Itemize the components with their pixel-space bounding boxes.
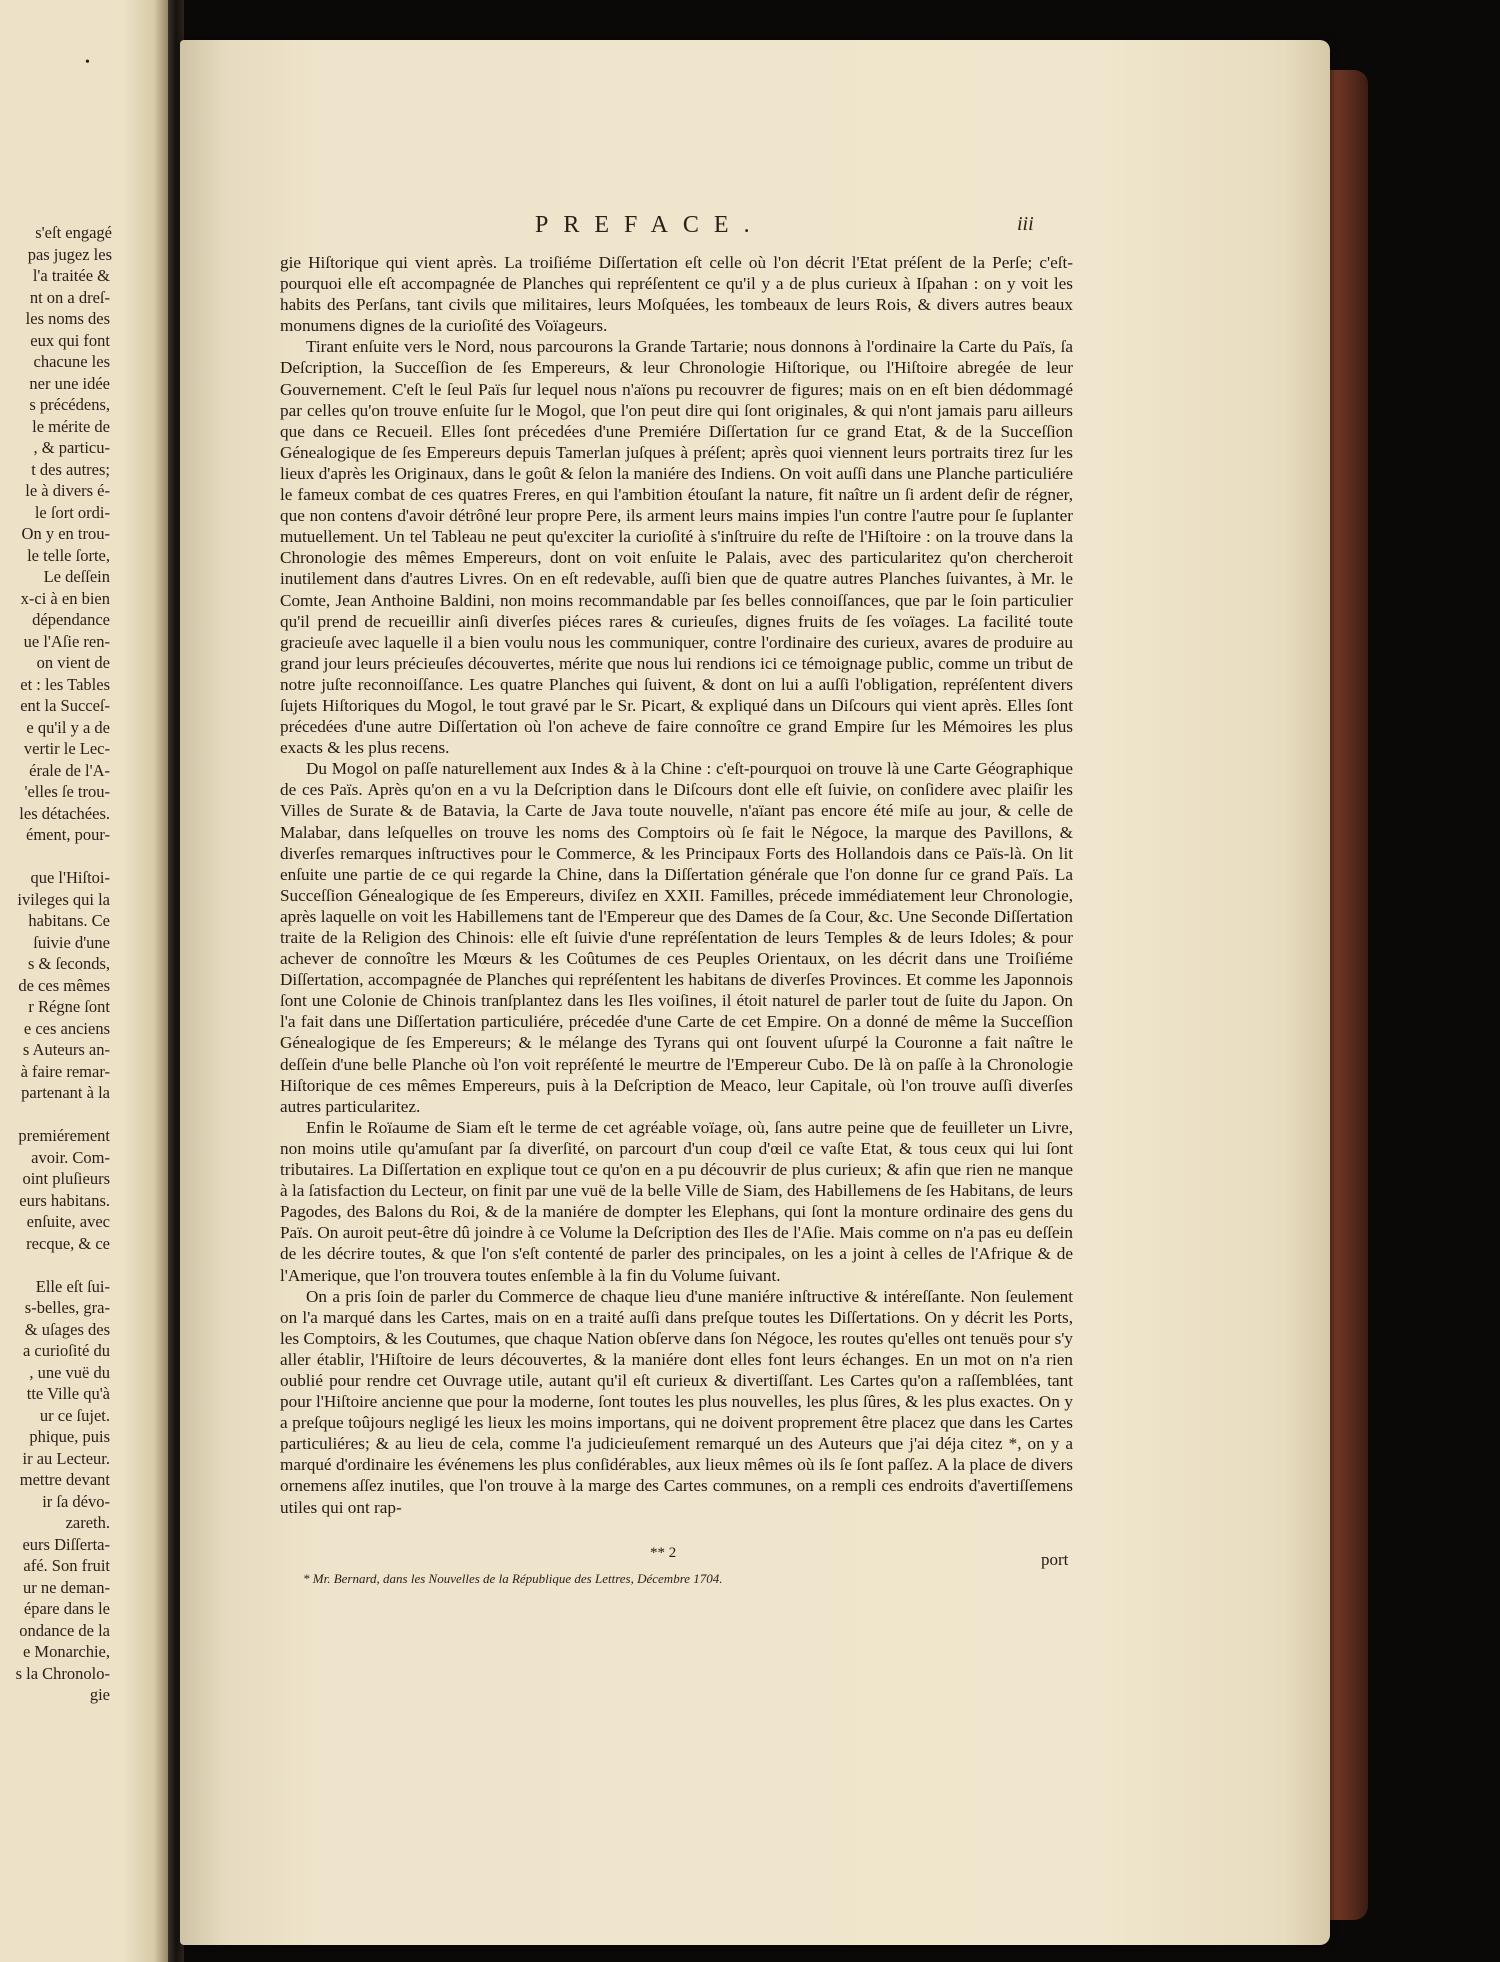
left-page-line: eurs habitans. xyxy=(19,1190,110,1210)
left-page-line: gie xyxy=(89,1685,110,1704)
left-page-line: ent la Succeſ- xyxy=(20,696,110,715)
left-page-line xyxy=(0,1104,170,1126)
left-page-line xyxy=(0,1254,170,1276)
left-page-line: que l'Hiſtoi- xyxy=(30,868,110,887)
left-page-line xyxy=(0,846,170,868)
left-page-line: pas jugez les xyxy=(27,244,112,264)
left-page-line: recque, & ce xyxy=(26,1233,110,1253)
left-page-line: érale de l'A- xyxy=(29,760,110,780)
left-page-line: afé. Son fruit xyxy=(23,1556,110,1575)
left-page-line: ément, pour- xyxy=(26,825,110,844)
left-page-line: eux qui font xyxy=(30,330,110,350)
left-page-line: premiérement xyxy=(18,1126,110,1145)
left-page-line: on vient de xyxy=(36,653,110,672)
left-page-line: avoir. Com- xyxy=(31,1147,110,1167)
left-page-line: ondance de la xyxy=(19,1620,110,1640)
left-page-line: chacune les xyxy=(33,352,110,371)
left-page-line: ir ſa dévo- xyxy=(42,1491,110,1511)
left-page-line: mettre devant xyxy=(19,1470,110,1489)
left-page-line: s précédens, xyxy=(29,395,110,414)
left-page-line: partenant à la xyxy=(21,1083,110,1102)
left-page xyxy=(0,0,175,1962)
left-page-line: e Monarchie, xyxy=(22,1642,110,1661)
left-page-line: phique, puis xyxy=(29,1427,110,1446)
left-page-line: s-belles, gra- xyxy=(24,1298,110,1317)
left-page-line: de ces mêmes xyxy=(18,975,110,995)
left-page-line: s'eſt engagé xyxy=(35,223,112,242)
left-page-line: l'a traitée & xyxy=(32,266,110,285)
page-number: iii xyxy=(1017,213,1034,235)
left-page-line: Elle eſt ſui- xyxy=(35,1276,110,1296)
footnote: * Mr. Bernard, dans les Nouvelles de la République des Lettres, Décembre 1704. xyxy=(303,1571,723,1586)
left-page-line: x-ci à en bien xyxy=(20,588,110,608)
left-page-line: le telle ſorte, xyxy=(27,545,110,565)
left-page-line: enſuite, avec xyxy=(26,1212,110,1231)
left-page-line: le à divers é- xyxy=(25,481,110,500)
left-page-line: et : les Tables xyxy=(20,674,110,694)
paragraph: Enfin le Roïaume de Siam eſt le terme de cet agréable voïage, où, ſans autre peine que de feuilleter un Livre, non moins utile qu'amuſant par ſa diverſité, on parcourt d'un coup d'œil ce vaſte Etat, & tous ceux qui lui ſont tributaires. La Diſſertation en explique tout ce qu'on en a pu découvrir de plus curieux; & afin que rien ne manque à la ſatisfaction du Lecteur, on finit par une vuë de la belle Ville de Siam, des Habillemens de ſes Habitans, de leurs Pagodes, des Balons du Roi, & de la maniére de dompter les Elephans, qui ſont la monture ordinaire des gens du Païs. On auroit peut-être dû joindre à ce Volume la Deſcription des Iles de l'Aſie. Mais comme on n'a pas eu deſſein de les décrire toutes, & que l'on s'eſt contenté de parler des principales, on les a joint à celles de l'Afrique & de l'Amerique, que l'on trouvera toutes enſemble à la fin du Volume ſuivant. xyxy=(280,1117,1073,1285)
left-page-line: vertir le Lec- xyxy=(23,739,110,758)
left-page-line: e qu'il y a de xyxy=(26,717,110,737)
left-page-line: ner une idée xyxy=(29,373,110,393)
left-page-line: ivileges qui la xyxy=(17,889,110,909)
left-page-line: t des autres; xyxy=(31,459,110,479)
left-page-line: e ces anciens xyxy=(23,1018,110,1038)
catchword: port xyxy=(1041,1550,1069,1569)
left-page-line: à faire remar- xyxy=(20,1061,110,1081)
left-page-line: On y en trou- xyxy=(21,524,110,543)
left-page-line: r Régne ſont xyxy=(28,997,110,1016)
left-page-line: ſuivie d'une xyxy=(33,932,110,952)
left-page-text xyxy=(0,222,170,1706)
left-page-line: les détachées. xyxy=(19,803,110,823)
paragraph: gie Hiſtorique qui vient après. La troiſiéme Diſſertation eſt celle où l'on décrit l'Etat préſent de la Perſe; c'eſt-pourquoi elle eſt accompagnée de Planches qui repréſentent ce qu'il y a de plus curieux à Iſpahan : on y voit les habits des Perſans, tant civils que militaires, leurs Moſquées, les tombeaux de leurs Rois, & divers autres beaux monumens dignes de la curioſité des Voïageurs. xyxy=(280,253,1073,336)
left-page-line: tte Ville qu'à xyxy=(26,1384,110,1403)
left-page-line: le mérite de xyxy=(32,416,110,436)
left-page-line: épare dans le xyxy=(23,1599,110,1618)
left-page-line: a curioſité du xyxy=(22,1341,110,1360)
signature-mark: ** 2 xyxy=(650,1545,677,1561)
left-page-line: Le deſſein xyxy=(43,567,110,586)
left-page-line: s & ſeconds, xyxy=(27,954,110,973)
left-page-line: le ſort ordi- xyxy=(34,502,110,522)
left-page-line: ue l'Aſie ren- xyxy=(23,631,110,651)
left-page-line: nt on a dreſ- xyxy=(29,287,110,307)
left-page-line: zareth. xyxy=(65,1513,110,1532)
preface-body xyxy=(280,252,1073,1518)
left-page-line: & uſages des xyxy=(24,1319,110,1339)
left-page-line: eurs Diſſerta- xyxy=(22,1534,110,1554)
paragraph: Du Mogol on paſſe naturellement aux Indes & à la Chine : c'eſt-pourquoi on trouve là une Carte Géographique de ces Païs. Après qu'on en a vu la Deſcription dans le Diſcours dont elle eſt ſuivie, on conſidere avec plaiſir les Villes de Surate & de Batavia, la Carte de Java toute nouvelle, n'aïant pas encore été miſe au jour, & celle de Malabar, dans leſquelles on trouve les noms des Comptoirs où ſe fait le Négoce, la marque des Pavillons, & diverſes remarques inſtructives pour le Commerce, & les Principaux Forts des Hollandois dans ce Païs-là. On lit enſuite une partie de ce qui regarde la Chine, dans la Diſſertation générale que l'on donne ſur ce grand Païs. La Succeſſion Génealogique de ſes Empereurs, diviſez en XXII. Familles, précede immédiatement leur Chronologie, après laquelle on voit les Habillemens tant de l'Empereur que des Dames de ſa Cour, &c. Une Seconde Diſſertation traite de la Religion des Chinois: elle eſt ſuivie d'une repréſentation de leurs Temples & de leurs Idoles; & pour achever de connoître les Mœurs & les Coûtumes de ces Peuples Orientaux, on les décrit dans une Troiſiéme Diſſertation, accompagnée de Planches qui repréſentent les habitans de diverſes Provinces. Et comme les Japonnois ſont une Colonie de Chinois tranſplantez dans les Iles voiſines, il étoit naturel de parler tout de ſuite du Japon. On l'a fait dans une Diſſertation particuliére, précedée d'une Carte de cet Empire. On a donné de même la Succeſſion Génealogique de ſes Empereurs; & le mélange des Tyrans qui ont ſouvent uſurpé la Couronne a fait naître le deſſein d'une belle Planche où l'on voit repréſenté le meurtre de l'Empereur Cubo. De là on paſſe à la Chronologie Hiſtorique de ces mêmes Empereurs, puis à la Deſcription de Meaco, leur Capitale, où l'on trouve auſſi diverſes autres particularitez. xyxy=(280,759,1073,1116)
left-page-line: s la Chronolo- xyxy=(15,1663,110,1683)
paragraph: Tirant enſuite vers le Nord, nous parcourons la Grande Tartarie; nous donnons à l'ordinaire la Carte du Païs, ſa Deſcription, la Succeſſion de ſes Empereurs, & leur Chronologie Hiſtorique, ou l'Hiſtoire abregée de leur Gouvernement. C'eſt le ſeul Païs ſur lequel nous n'aïons pu recouvrer de figures; mais on en eſt bien dédommagé par celles qu'on trouve enſuite ſur le Mogol, que l'on peut dire qui ſont originales, & qui n'ont jamais paru ailleurs que dans ce Recueil. Elles ſont précedées d'une Premiére Diſſertation ſur ce grand Etat, & de la Succeſſion Génealogique de ſes Empereurs depuis Tamerlan juſques à préſent; après quoi viennent leurs portraits tirez ſur les lieux d'après les Originaux, dans le goût & ſelon la maniére des Indiens. On voit auſſi dans une Planche particuliére le fameux combat de ces quatres Freres, en qui l'ambition étouſant la nature, fit naître un ſi ardent deſir de régner, que non contens d'avoir détrôné leur propre Pere, ils arment leurs mains impies l'un contre l'autre pour ſe ſuplanter mutuellement. Un tel Tableau ne peut qu'exciter la curioſité à s'inſtruire du reſte de l'Hiſtoire : on la trouve dans la Chronologie des mêmes Empereurs, dont on voit enſuite le Palais, avec des particularitez qu'on chercheroit inutilement dans d'autres Livres. On en eſt redevable, auſſi bien que de quatre autres Planches ſuivantes, à Mr. le Comte, Jean Anthoine Baldini, non moins recommandable par ſes belles connoiſſances, que par le ſoin particulier qu'il prend de recueillir ainſi diverſes piéces rares & curieuſes, dignes fruits de ſes voïages. La facilité toute gracieuſe avec laquelle il a bien voulu nous les communiquer, contre l'ordinaire des curieux, avares de produire au grand jour leurs précieuſes découvertes, mérite que nous lui rendions ici ce témoignage public, comme un tribut de notre juſte reconnoiſſance. Les quatre Planches qui ſuivent, & dont on lui a auſſi l'obligation, repréſentent divers ſujets Hiſtoriques du Mogol, le tout gravé par le Sr. Picart, & expliqué dans un Diſcours qui vient après. Elles ſont précedées d'une autre Diſſertation où l'on acheve de faire connoître ce grand Empire ſur les Mémoires les plus exacts & les plus recens. xyxy=(280,337,1073,758)
paper-speck: • xyxy=(85,55,90,70)
left-page-line: , une vuë du xyxy=(29,1362,110,1382)
paragraph: On a pris ſoin de parler du Commerce de chaque lieu d'une maniére inſtructive & intéreſſante. Non ſeulement on l'a marqué dans les Cartes, mais on en a traité auſſi dans preſque toutes les Diſſertations. On y décrit les Ports, les Comptoirs, & les Coutumes, que chaque Nation obſerve dans ſon Négoce, les routes qu'elles ont tenuës pour s'y aller établir, l'Hiſtoire de leurs découvertes, & la maniére dont elles font leurs échanges. En un mot on n'a rien oublié pour rendre cet Ouvrage utile, autant qu'il eſt curieux & divertiſſant. Les Cartes qu'on a raſſemblées, tant pour l'Hiſtoire ancienne que pour la moderne, ſont toutes les plus nouvelles, les plus ſûres, & les plus exactes. On y a preſque toûjours negligé les lieux les moins importans, qui ne doivent proprement être placez que dans les Cartes particuliéres; & au lieu de cela, comme l'a judicieuſement remarqué un des Auteurs que j'ai déja citez *, on y a marqué d'ordinaire les événemens les plus conſidérables, aux lieux mêmes où ils ſe ſont paſſez. A la place de divers ornemens aſſez inutiles, que l'on trouve à la marge des Cartes communes, on a rempli ces endroits d'avertiſſemens utiles qui ont rap- xyxy=(280,1286,1073,1517)
left-page-line: habitans. Ce xyxy=(28,911,110,930)
left-page-line: oint pluſieurs xyxy=(22,1169,110,1188)
left-page-line: dépendance xyxy=(32,610,110,629)
left-page-line: 'elles ſe trou- xyxy=(24,782,110,801)
left-page-line: , & particu- xyxy=(33,438,110,457)
left-page-line: ur ce ſujet. xyxy=(39,1405,110,1425)
left-page-line: ur ne deman- xyxy=(22,1577,110,1597)
left-page-line: s Auteurs an- xyxy=(22,1040,110,1059)
left-page-line: les noms des xyxy=(25,309,110,328)
left-page-line: ir au Lecteur. xyxy=(22,1448,110,1468)
page-header-title: PREFACE. xyxy=(535,212,765,238)
